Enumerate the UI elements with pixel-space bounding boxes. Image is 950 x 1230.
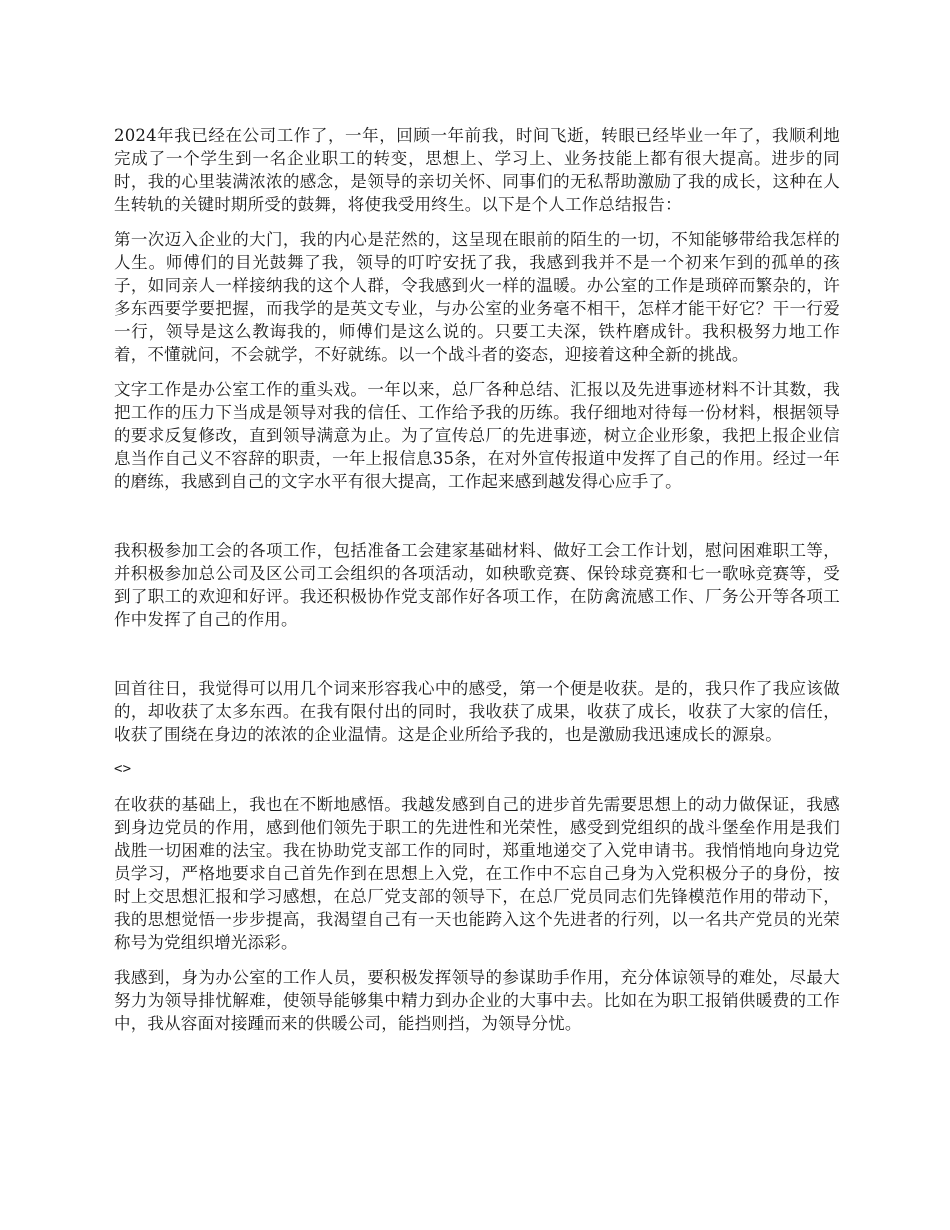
paragraph-intro: 2024年我已经在公司工作了，一年，回顾一年前我，时间飞逝，转眼已经毕业一年了，我顺利地完成了一个学生到一名企业职工的转变，思想上、学习上、业务技能上都有很大提高。进步的同时，我的心里装满浓浓的感念，是领导的亲切关怀、同事们的无私帮助激励了我的成长，这种在人生转轨的关键时期所受的鼓舞，将使我受用终生。以下是个人工作总结报告：: [114, 126, 840, 214]
paragraph-union-work: 我积极参加工会的各项工作，包括准备工会建家基础材料、做好工会工作计划，慰问困难职工等，并积极参加总公司及区公司工会组织的各项活动，如秧歌竞赛、保铃球竞赛和七一歌咏竞赛等，受到了职工的欢迎和好评。我还积极协作党支部作好各项工作，在防禽流感工作、厂务公开等各项工作中发挥了自己的作用。: [114, 541, 840, 629]
paragraph-first-entry: 第一次迈入企业的大门，我的内心是茫然的，这呈现在眼前的陌生的一切，不知能够带给我怎样的人生。师傅们的目光鼓舞了我，领导的叮咛安抚了我，我感到我并不是一个初来乍到的孤单的孩子，如同亲人一样接纳我的这个人群，令我感到火一样的温暖。办公室的工作是琐碎而繁杂的，许多东西要学要把握，而我学的是英文专业，与办公室的业务毫不相干，怎样才能干好它？干一行爱一行，领导是这么教诲我的，师傅们是这么说的。只要工夫深，铁杵磨成针。我积极努力地工作着，不懂就问，不会就学，不好就练。以一个战斗者的姿态，迎接着这种全新的挑战。: [114, 230, 840, 364]
document-body: [114, 124, 840, 1047]
paragraph-office-role: 我感到，身为办公室的工作人员，要积极发挥领导的参谋助手作用，充分体谅领导的难处，尽最大努力为领导排忧解难，使领导能够集中精力到办企业的大事中去。比如在为职工报销供暖费的工作中，我从容面对接踵而来的供暖公司，能挡则挡，为领导分忧。: [114, 968, 840, 1033]
paragraph-looking-back: 回首往日，我觉得可以用几个词来形容我心中的感受，第一个便是收获。是的，我只作了我应该做的，却收获了太多东西。在我有限付出的同时，我收获了成果，收获了成长，收获了大家的信任，收获了围绕在身边的浓浓的企业温情。这是企业所给予我的，也是激励我迅速成长的源泉。: [114, 679, 840, 744]
paragraph-spacer: [114, 505, 840, 539]
paragraph-writing-work: 文字工作是办公室工作的重头戏。一年以来，总厂各种总结、汇报以及先进事迹材料不计其数，我把工作的压力下当成是领导对我的信任、工作给予我的历练。我仔细地对待每一份材料，根据领导的要求反复修改，直到领导满意为止。为了宣传总厂的先进事迹，树立企业形象，我把上报企业信息当作自己义不容辞的职责，一年上报信息35条，在对外宣传报道中发挥了自己的作用。经过一年的磨练，我感到自己的文字水平有很大提高，工作起来感到越发得心应手了。: [114, 380, 840, 491]
paragraph-insights: 在收获的基础上，我也在不断地感悟。我越发感到自己的进步首先需要思想上的动力做保证，我感到身边党员的作用，感到他们领先于职工的先进性和光荣性，感受到党组织的战斗堡垒作用是我们战胜一切困难的法宝。我在协助党支部工作的同时，郑重地递交了入党申请书。我悄悄地向身边党员学习，严格地要求自己首先作到在思想上入党，在工作中不忘自己身为入党积极分子的身份，按时上交思想汇报和学习感想，在总厂党支部的领导下，在总厂党员同志们先锋模范作用的带动下，我的思想觉悟一步步提高，我渴望自己有一天也能跨入这个先进者的行列，以一名共产党员的光荣称号为党组织增光添彩。: [114, 795, 840, 952]
bracket-marker: <>: [114, 761, 132, 777]
paragraph-spacer: [114, 643, 840, 677]
